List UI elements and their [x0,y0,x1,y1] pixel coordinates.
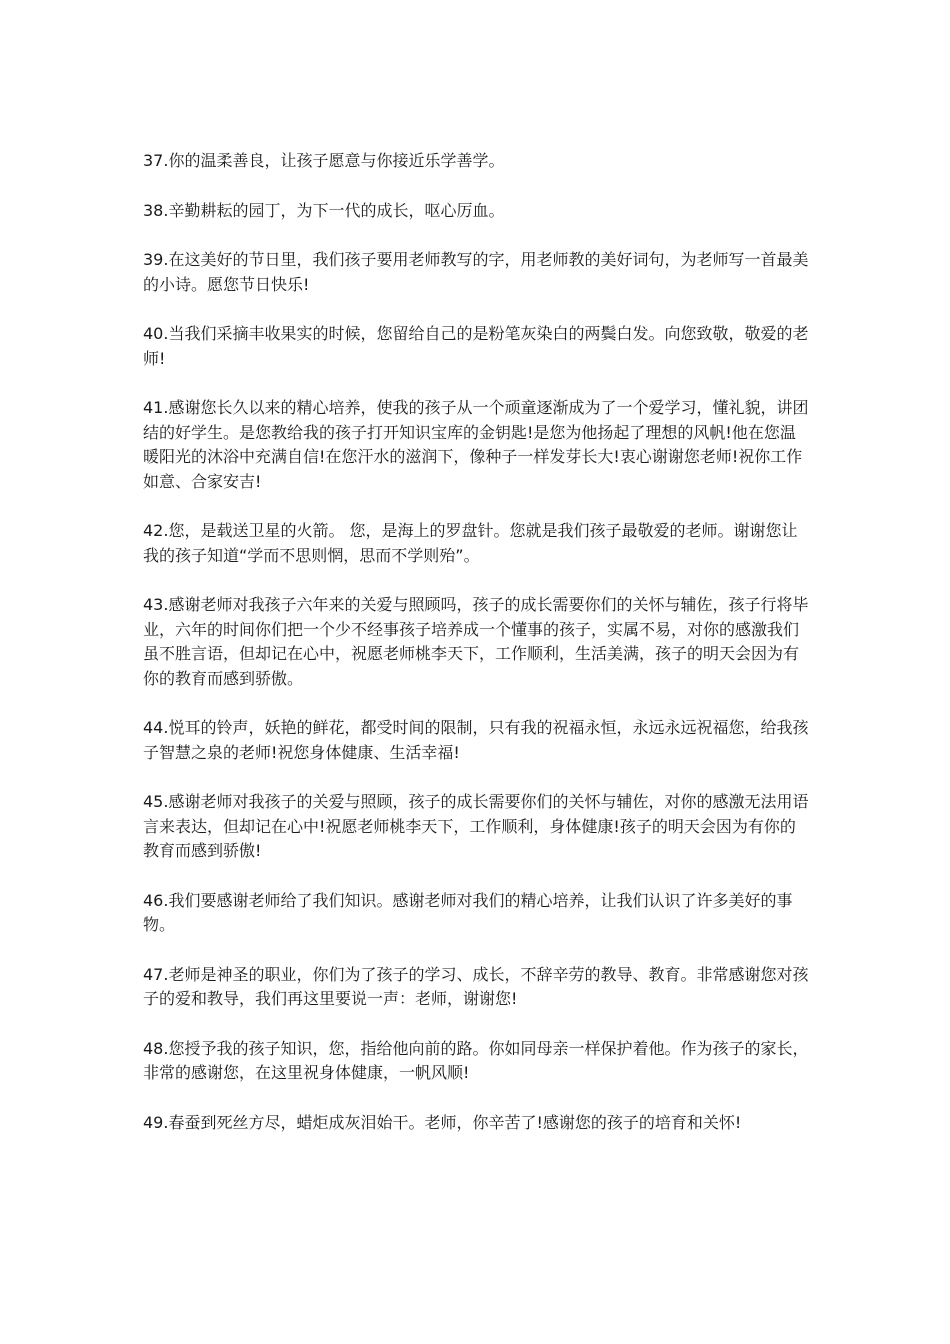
paragraph-48: 48.您授予我的孩子知识，您，指给他向前的路。你如同母亲一样保护着他。作为孩子的家长，非常的感谢您，在这里祝身体健康，一帆风顺! [143,1038,809,1082]
paragraph-40: 40.当我们采摘丰收果实的时候，您留给自己的是粉笔灰染白的两鬓白发。向您致敬，敬爱的老师! [143,324,809,368]
paragraph-37: 37.你的温柔善良，让孩子愿意与你接近乐学善学。 [143,151,505,170]
paragraph-43: 43.感谢老师对我孩子六年来的关爱与照顾吗，孩子的成长需要你们的关怀与辅佐，孩子行将毕业，六年的时间你们把一个少不经事孩子培养成一个懂事的孩子，实属不易，对你的感激我们虽不胜言语，但却记在心中，祝愿老师桃李天下，工作顺利，生活美满，孩子的明天会因为有你的教育而感到骄傲。 [143,595,809,688]
paragraph-45: 45.感谢老师对我孩子的关爱与照顾，孩子的成长需要你们的关怀与辅佐，对你的感激无法用语言来表达，但却记在心中!祝愿老师桃李天下，工作顺利，身体健康!孩子的明天会因为有你的教育而感到骄傲! [143,792,809,860]
paragraph-42: 42.您，是载送卫星的火箭。 您，是海上的罗盘针。您就是我们孩子最敬爱的老师。谢谢您让我的孩子知道“学而不思则惘，思而不学则殆”。 [143,521,798,565]
paragraph-49: 49.春蚕到死丝方尽，蜡炬成灰泪始干。老师，你辛苦了!感谢您的孩子的培育和关怀! [143,1112,742,1132]
document-body [143,149,811,1160]
paragraph-46: 46.我们要感谢老师给了我们知识。感谢老师对我们的精心培养，让我们认识了许多美好的事物。 [143,890,793,934]
paragraph-41: 41.感谢您长久以来的精心培养，使我的孩子从一个顽童逐渐成为了一个爱学习，懂礼貌，讲团结的好学生。是您教给我的孩子打开知识宝库的金钥匙!是您为他扬起了理想的风帆!他在您温暖阳光的沐浴中充满自信!在您汗水的滋润下，像种子一样发芽长大!衷心谢谢您老师!祝你工作如意、合家安吉! [143,398,809,491]
paragraph-39: 39.在这美好的节日里，我们孩子要用老师教写的字，用老师教的美好词句，为老师写一首最美的小诗。愿您节日快乐! [143,250,809,294]
paragraph-44: 44.悦耳的铃声，妖艳的鲜花，都受时间的限制，只有我的祝福永恒，永远永远祝福您，给我孩子智慧之泉的老师!祝您身体健康、生活幸福! [143,718,809,762]
paragraph-38: 38.辛勤耕耘的园丁，为下一代的成长，呕心厉血。 [143,200,505,220]
paragraph-47: 47.老师是神圣的职业，你们为了孩子的学习、成长，不辞辛劳的教导、教育。非常感谢您对孩子的爱和教导，我们再这里要说一声：老师，谢谢您! [143,964,809,1008]
